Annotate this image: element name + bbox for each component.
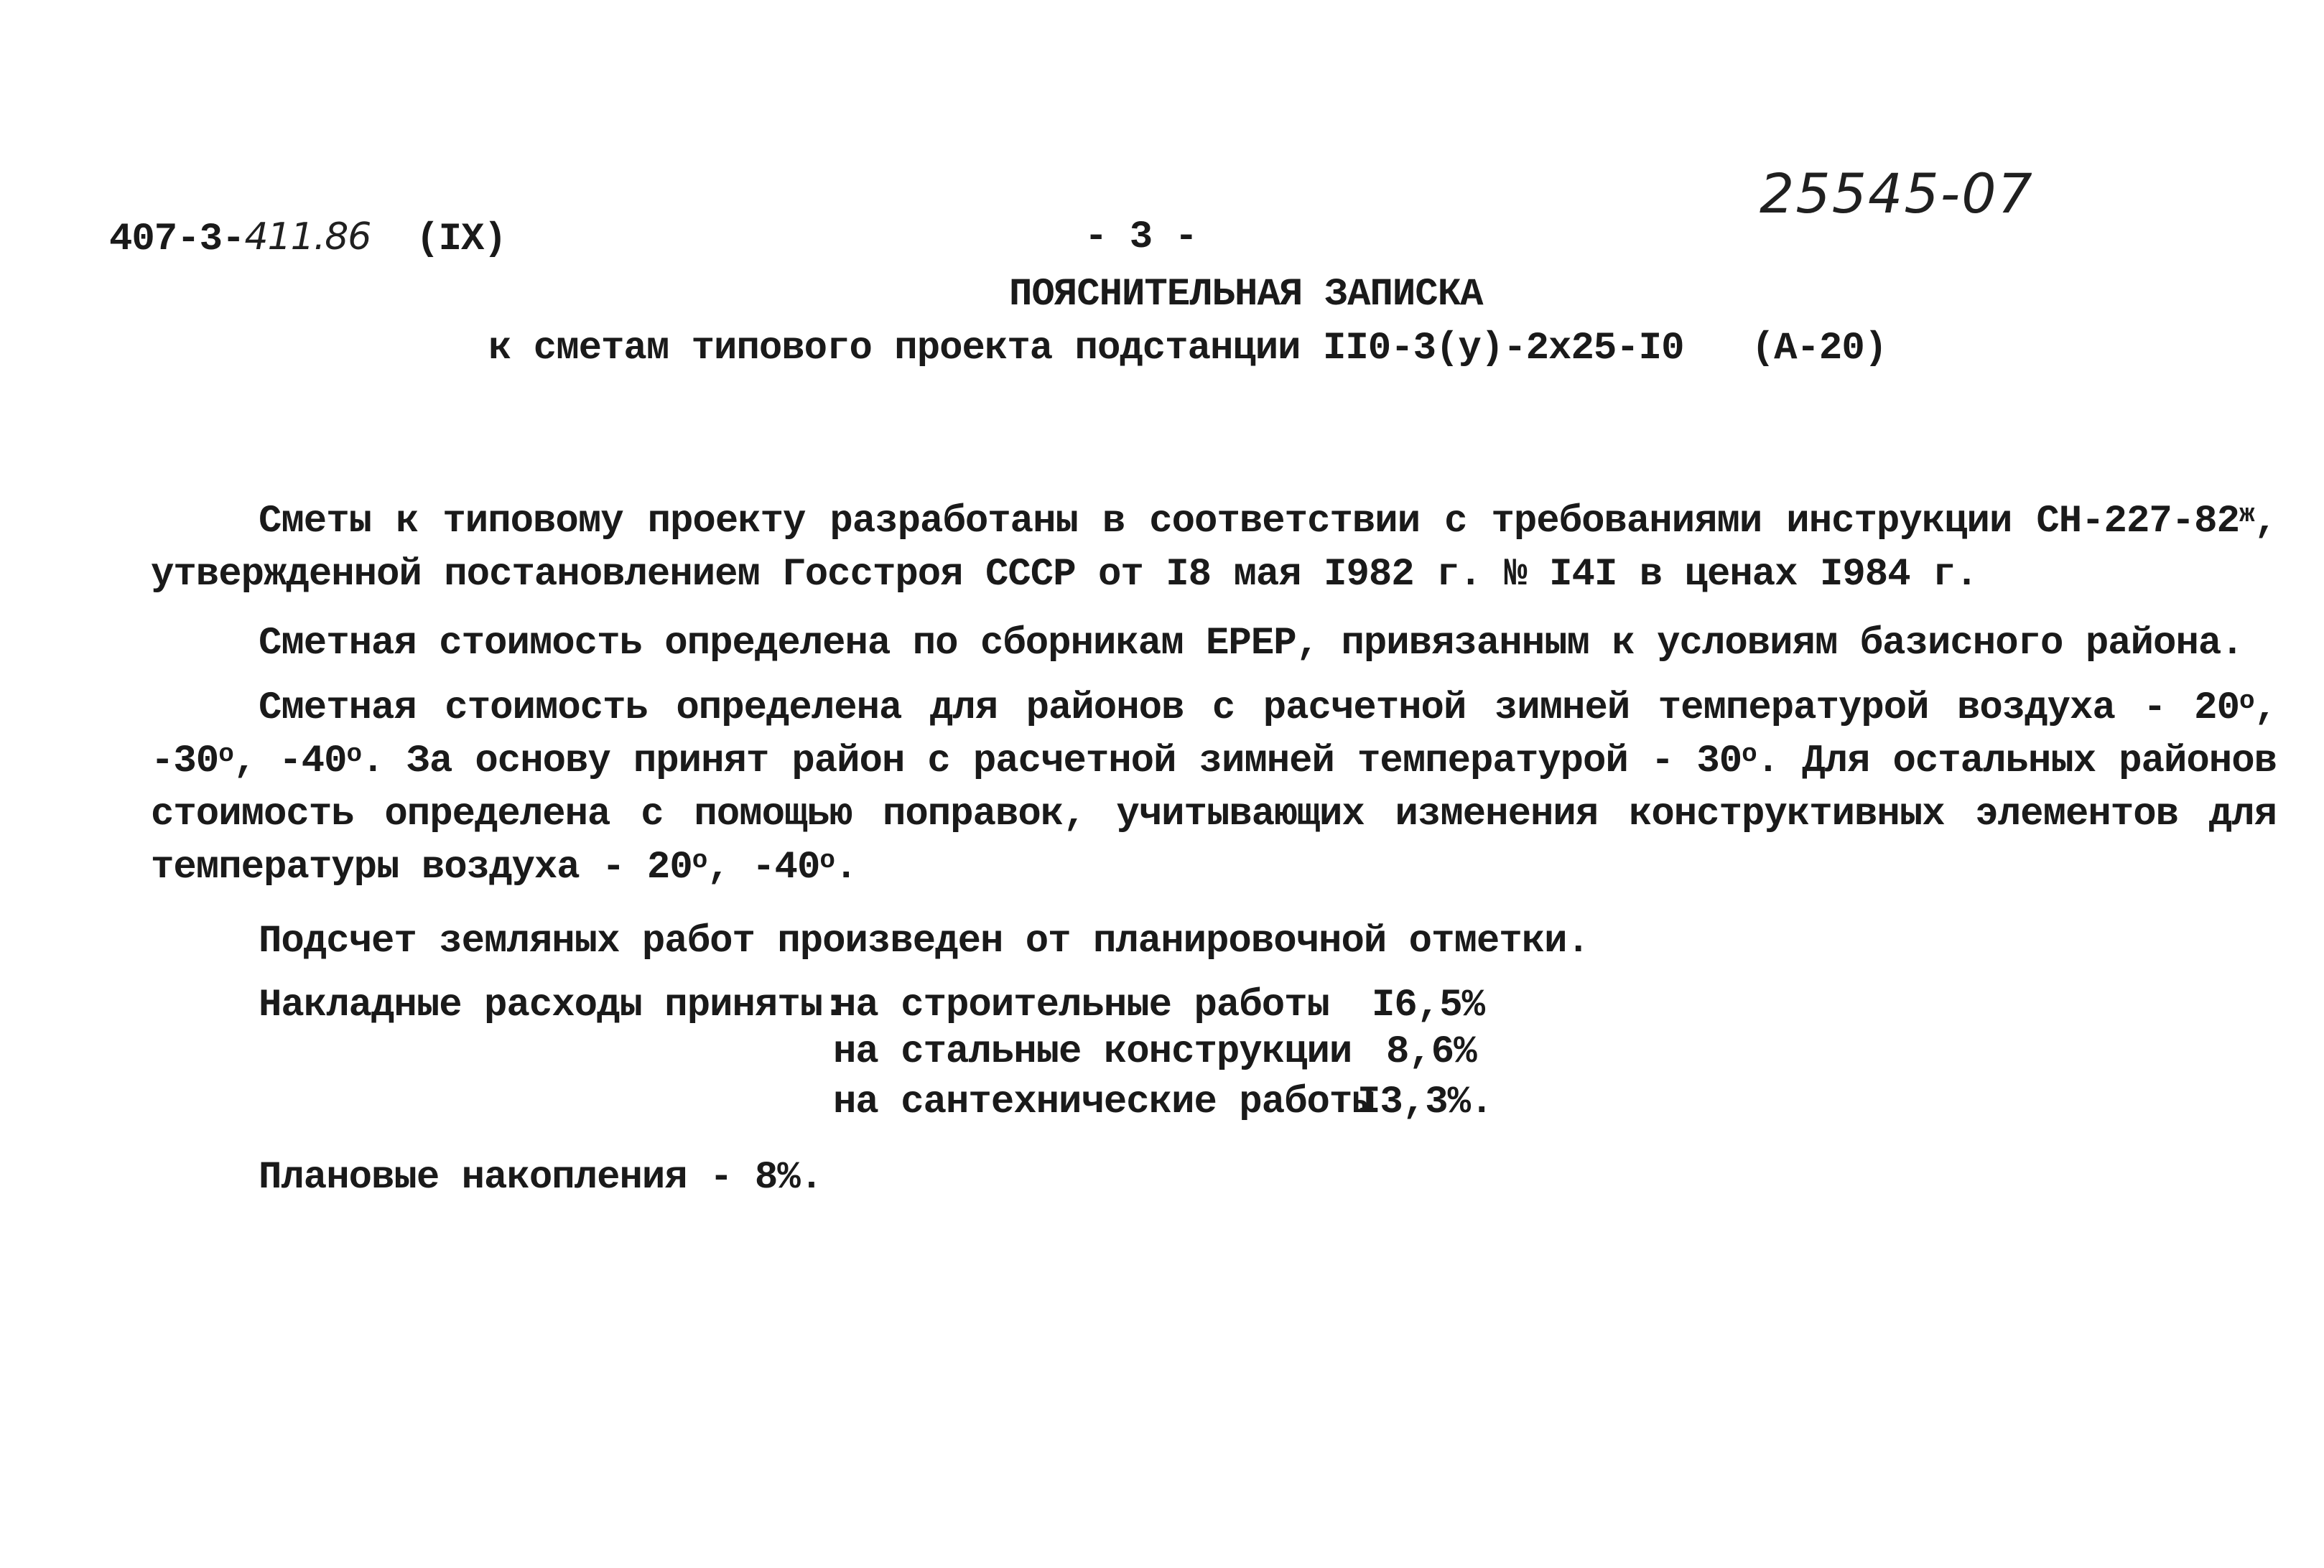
paragraph-temperature — [151, 682, 2277, 895]
overhead-item-value: 8,6% — [1386, 1030, 1477, 1074]
overhead-item-value: I6,5% — [1372, 984, 1485, 1027]
temp-text-3: , -40 — [233, 739, 347, 783]
temp-text-2: , -30 — [151, 686, 2277, 783]
overhead-item — [833, 1030, 1477, 1074]
project-code-suffix: (IX) — [416, 218, 506, 261]
temp-text-1: Сметная стоимость определена для районов с расчетной зимней температурой воздуха - 20 — [259, 686, 2239, 730]
paragraph-earthworks: Подсчет земляных работ произведен от планировочной отметки. — [259, 920, 1589, 963]
page-number: - 3 - — [1084, 215, 1198, 259]
degree-mark: o — [819, 846, 835, 875]
document-title: ПОЯСНИТЕЛЬНАЯ ЗАПИСКА — [1009, 273, 1483, 317]
temp-text-5: . Для остальных районов стоимость определена с помощью поправок, учитывающих изменения конструктивных элементов для температуры воздуха - 20 — [151, 739, 2277, 890]
degree-mark: o — [1742, 739, 1757, 769]
document-subtitle: к сметам типового проекта подстанции II0-3(у)-2х25-I0 (А-20) — [488, 327, 1887, 370]
project-code-prefix: 407-3- — [109, 218, 245, 261]
overhead-item-label: на строительные работы — [833, 984, 1329, 1027]
overhead-item — [833, 984, 1485, 1027]
overhead-item-value: I3,3%. — [1357, 1081, 1493, 1124]
degree-mark: o — [346, 739, 362, 769]
overhead-item-label: на сантехнические работы — [833, 1081, 1375, 1124]
degree-mark: o — [2239, 686, 2254, 716]
project-code — [109, 215, 506, 261]
degree-mark: o — [692, 846, 707, 875]
degree-mark: o — [218, 739, 233, 769]
paragraph-standards — [151, 495, 2277, 602]
temp-text-4: . За основу принят район с расчетной зимней температурой - 30 — [361, 739, 1742, 783]
temp-text-6: , -40 — [707, 846, 820, 890]
project-code-handwritten: 411.86 — [244, 215, 371, 258]
paragraph-standards-text: Сметы к типовому проекту разработаны в соответствии с требованиями инструкции СН-227-82 — [259, 500, 2239, 543]
temp-text-7: . — [834, 846, 857, 890]
planned-savings: Плановые накопления - 8%. — [259, 1156, 823, 1200]
overhead-label: Накладные расходы приняты: — [259, 984, 845, 1027]
overhead-item — [833, 1081, 1493, 1124]
paragraph-standards-continuation: , утвержденной постановлением Госстроя СССР от I8 мая I982 г. № I4I в ценах I984 г. — [151, 500, 2277, 597]
overhead-item-label: на стальные конструкции — [833, 1030, 1352, 1074]
handwritten-document-number: 25545-07 — [1760, 162, 2034, 225]
superscript-mark: ж — [2239, 500, 2254, 529]
paragraph-erer: Сметная стоимость определена по сборникам ЕРЕР, привязанным к условиям базисного района. — [259, 622, 2244, 666]
